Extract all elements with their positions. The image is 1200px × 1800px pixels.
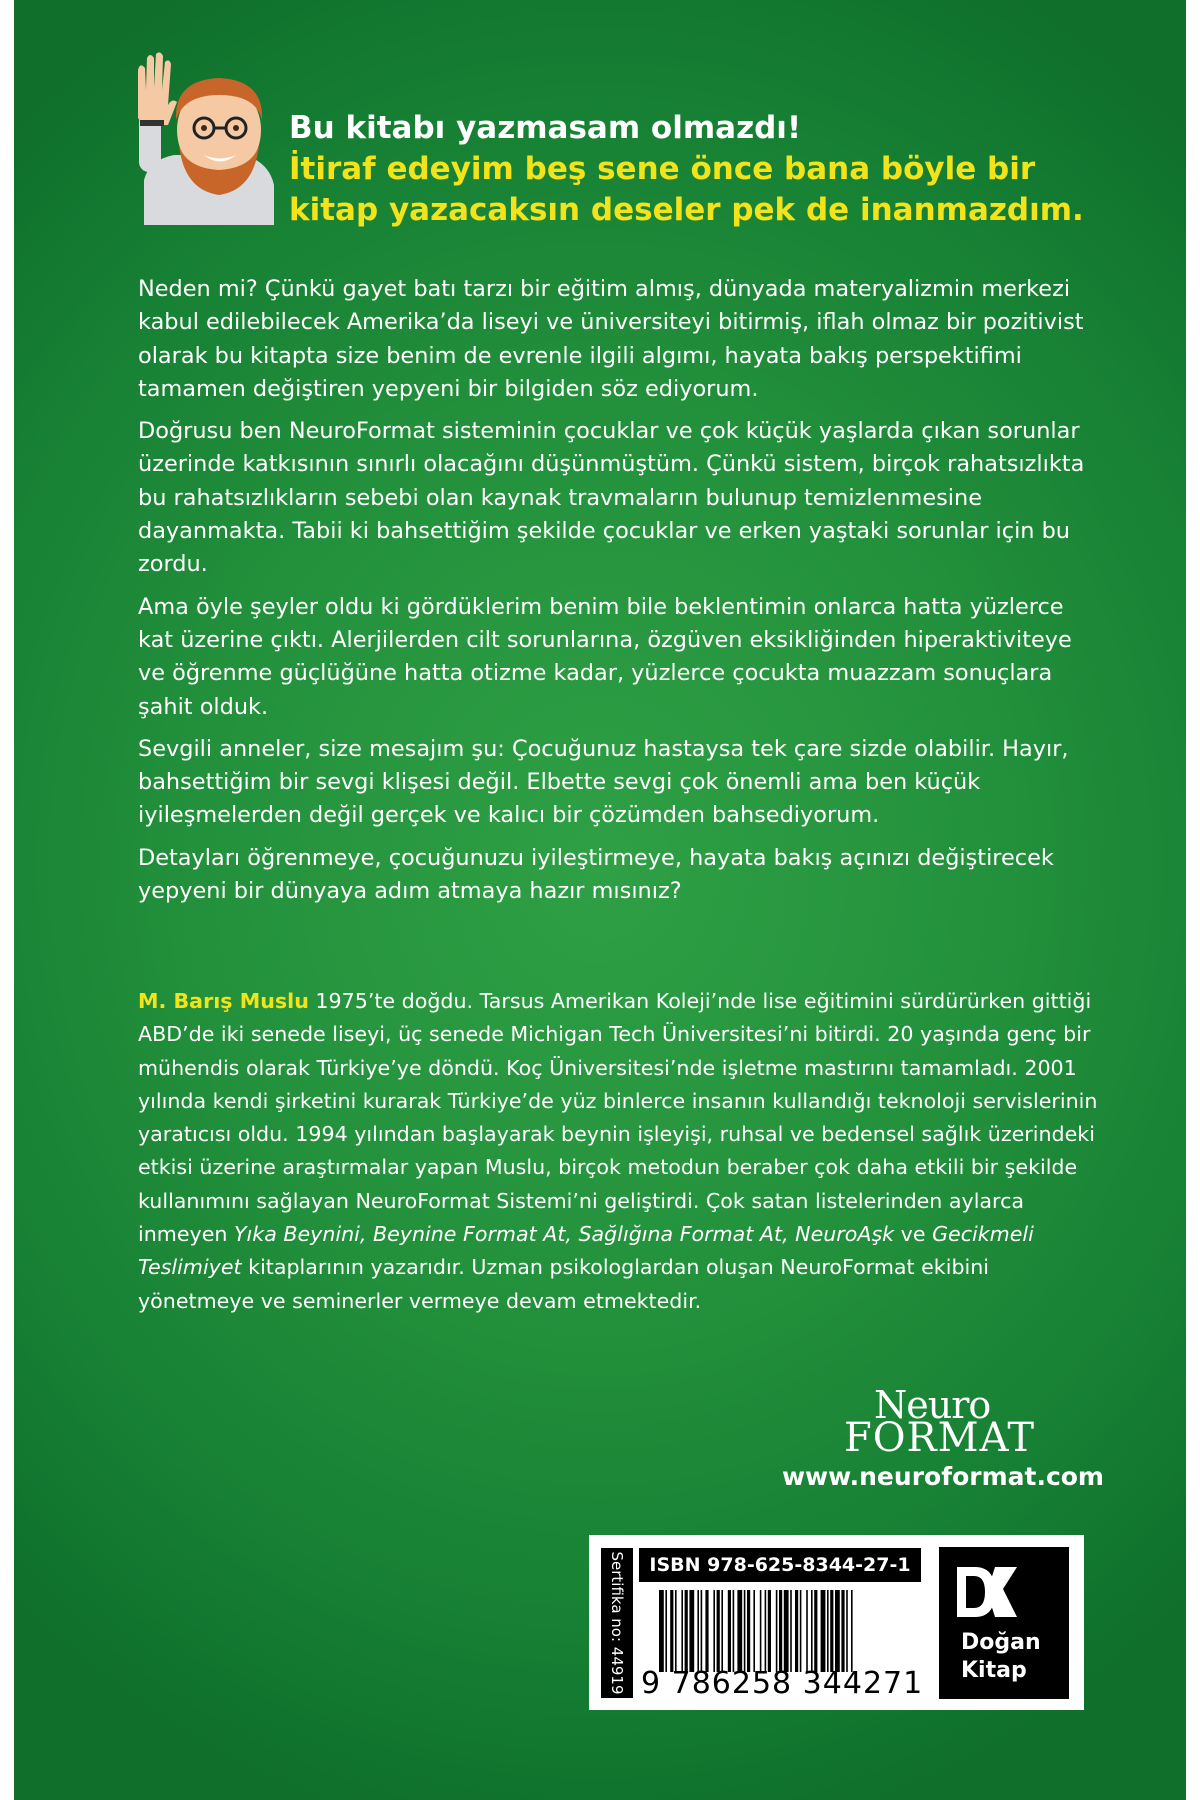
certificate-label bbox=[601, 1548, 633, 1698]
isbn-label: ISBN 978-625-8344-27-1 bbox=[639, 1548, 921, 1582]
blurb-paragraph-4: Sevgili anneler, size mesajım şu: Çocuğunuz hastaysa tek çare sizde olabilir. Hayır, bahsettiğim bir sevgi klişesi değil. Elbette sevgi çok önemli ama ben küçük iyileşmelerden değil gerçek ve kalıcı bir çözümden bahsediyorum. bbox=[138, 735, 1069, 829]
dogan-kitap-logo bbox=[939, 1547, 1069, 1699]
blurb-paragraph-3: Ama öyle şeyler oldu ki gördüklerim benim bile beklentimin onlarca hatta yüzlerce kat üzerine çıktı. Alerjilerden cilt sorunlarına, özgüven eksikliğinden hiperaktiviteye ve öğrenme güçlüğüne hatta otizme kadar, yüzlerce çocukta muazzam sonuçlara şahit olduk. bbox=[138, 593, 1072, 720]
dk-monogram-icon bbox=[957, 1567, 1017, 1617]
author-name: M. Barış Muslu bbox=[138, 989, 309, 1013]
headline-line-3: kitap yazacaksın deseler pek de inanmazdım. bbox=[289, 192, 1084, 228]
blurb-paragraph-5: Detayları öğrenmeye, çocuğunuzu iyileştirmeye, hayata bakış açınızı değiştirecek yepyeni bir dünyaya adım atmaya hazır mısınız? bbox=[138, 844, 1054, 905]
bio-text-3: kitaplarının yazarıdır. Uzman psikologlardan oluşan NeuroFormat ekibini yönetmeye ve seminerler vermeye devam etmektedir. bbox=[138, 1255, 990, 1313]
bio-book-titles-2: Gecikmeli Teslimiyet bbox=[138, 1222, 1034, 1280]
logo-neuro: Neuro bbox=[874, 1383, 991, 1427]
barcode-box bbox=[589, 1535, 1084, 1710]
author-bio bbox=[138, 985, 1098, 1318]
logo-format: FORMAT bbox=[844, 1415, 1035, 1461]
publisher-line-1: Doğan bbox=[961, 1630, 1041, 1655]
waving-man-memoji-icon bbox=[134, 50, 284, 225]
certificate-number: Sertifika no: 44919 bbox=[608, 1551, 626, 1695]
neuroformat-logo bbox=[844, 1383, 1044, 1461]
book-back-cover bbox=[14, 0, 1186, 1800]
bio-book-titles-1: Yıka Beynini, Beynine Format At, Sağlığına Format At, NeuroAşk bbox=[233, 1222, 895, 1247]
blurb-paragraph-2: Doğrusu ben NeuroFormat sisteminin çocuklar ve çok küçük yaşlarda çıkan sorunlar üzerinde katkısının sınırlı olacağını düşünmüştüm. Çünkü sistem, birçok rahatsızlıkta bu rahatsızlıkların sebebi olan kaynak travmaların bulunup temizlenmesine dayanmakta. Tabii ki bahsettiğim şekilde çocuklar ve erken yaştaki sorunlar için bu zordu. bbox=[138, 418, 1085, 578]
publisher-line-2: Kitap bbox=[961, 1658, 1027, 1683]
blurb-text bbox=[138, 273, 1098, 917]
headline-line-1: Bu kitabı yazmasam olmazdı! bbox=[289, 110, 802, 146]
publisher-name bbox=[961, 1629, 1041, 1685]
barcode-digits: 9 786258 344271 bbox=[641, 1666, 924, 1701]
headline-line-2: İtiraf edeyim beş sene önce bana böyle bir bbox=[289, 151, 1036, 187]
bio-text-2: ve bbox=[894, 1222, 933, 1247]
bio-text-1: 1975’te doğdu. Tarsus Amerikan Koleji’nde lise eğitimini sürdürürken gittiği ABD’de iki senede liseyi, üç senede Michigan Tech Üniversitesi’ni bitirdi. 20 yaşında genç bir mühendis olarak Türkiye’ye döndü. Koç Üniversitesi’nde işletme mastırını tamamladı. 2001 yılında kendi şirketini kurarak Türkiye’de yüz binlerce insanın kullandığı teknoloji servislerinin yaratıcısı oldu. 1994 yılından başlayarak beynin işleyişi, ruhsal ve bedensel sağlık üzerindeki etkisi üzerine araştırmalar yapan Muslu, birçok metodun beraber çok daha etkili bir şekilde kullanımını sağlayan NeuroFormat Sistemi’ni geliştirdi. Çok satan listelerinden aylarca inmeyen bbox=[138, 989, 1098, 1247]
blurb-paragraph-1: Neden mi? Çünkü gayet batı tarzı bir eğitim almış, dünyada materyalizmin merkezi kabul edilebilecek Amerika’da liseyi ve üniversiteyi bitirmiş, iflah olmaz bir pozitivist olarak bu kitapta size benim de evrenle ilgili algımı, hayata bakış perspektifimi tamamen değiştiren yepyeni bir bilgiden söz ediyorum. bbox=[138, 276, 1084, 402]
barcode-icon bbox=[659, 1590, 923, 1672]
headline bbox=[289, 108, 1149, 231]
website-url: www.neuroformat.com bbox=[781, 1462, 1104, 1491]
